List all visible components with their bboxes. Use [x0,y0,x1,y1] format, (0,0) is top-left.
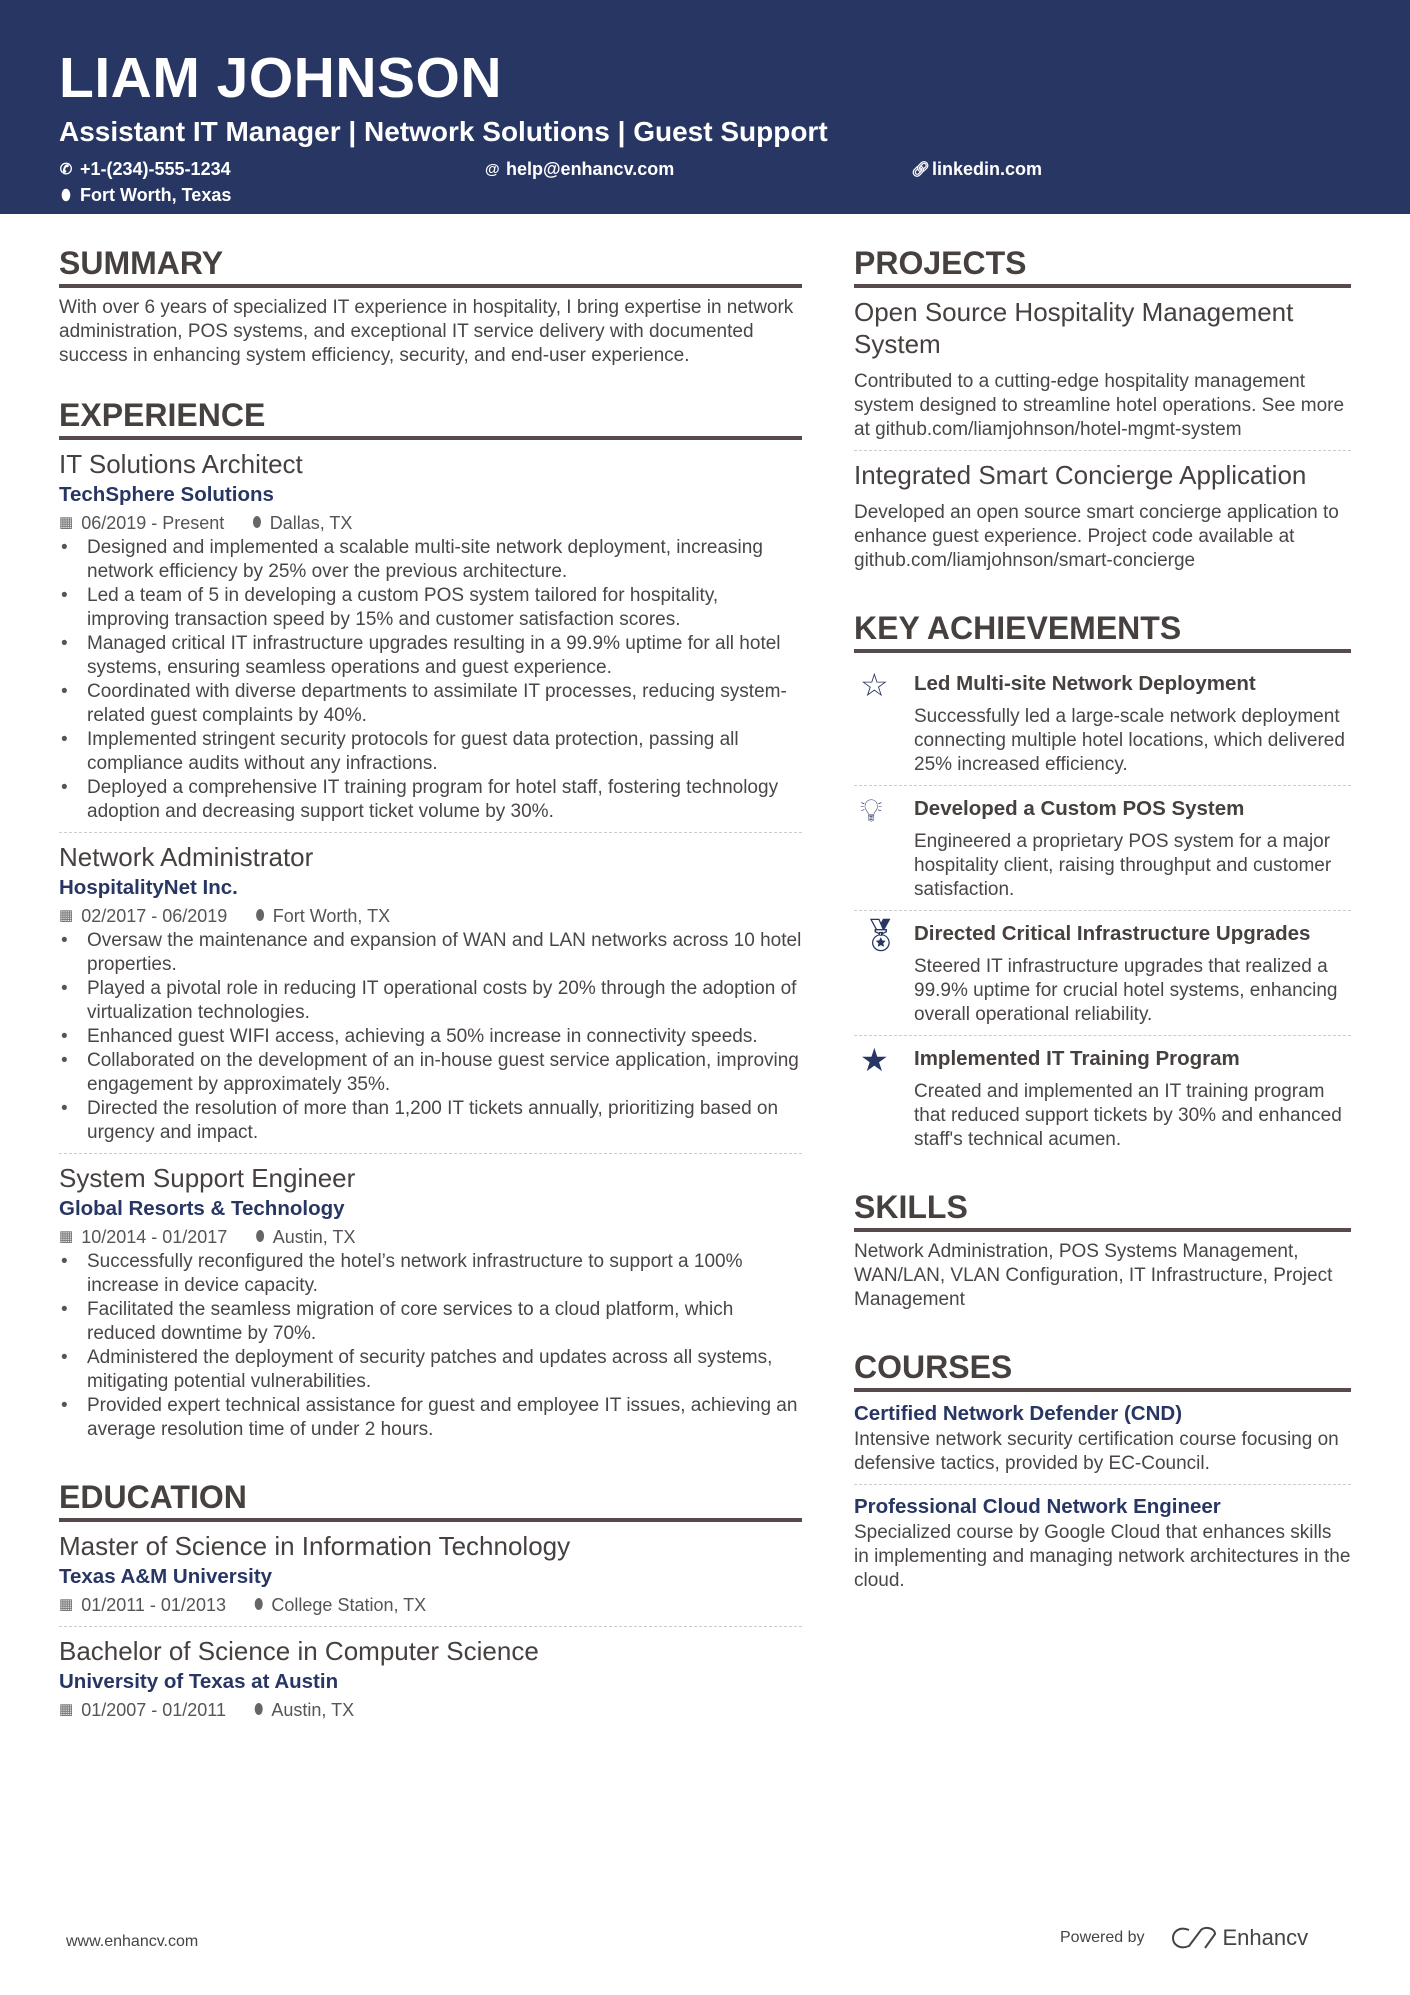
entry-meta [59,1592,802,1618]
achievement-item [854,1036,1351,1160]
achievement-content [914,919,1351,1027]
bullet-item: • Deployed a comprehensive IT training program for hotel staff, fostering technology adoption and decreasing support ticket volume by 30%. [59,776,802,824]
entry-meta [59,903,802,929]
brand-name: Enhancv [1222,1925,1309,1950]
achievement-content [914,794,1351,902]
date-text: 01/2011 - 01/2013 [81,1595,226,1615]
section-title: EXPERIENCE [59,396,802,440]
section-title: COURSES [854,1348,1351,1392]
bullet-item: • Enhanced guest WIFI access, achieving a 50% increase in connectivity speeds. [59,1025,802,1049]
project-description: Contributed to a cutting-edge hospitality management system designed to streamline hotel operations. See more at github.com/liamjohnson/hotel-mgmt-system [854,371,1345,440]
location [255,903,390,929]
achievement-description: Successfully led a large-scale network deployment connecting multiple hotel locations, which delivered 25% increased efficiency. [914,706,1345,775]
job-entry [59,1162,802,1450]
contact-link[interactable] [911,156,1211,182]
entry-meta [59,1224,802,1250]
calendar-icon: ▦ [59,1596,74,1613]
job-entry [59,448,802,833]
achievement-description: Created and implemented an IT training program that reduced support tickets by 30% and enhanced staff's technical acumen. [914,1081,1342,1150]
location-pin-icon: ⬮ [253,1596,264,1613]
location [252,510,352,536]
bullet-list [59,1250,802,1442]
calendar-icon: ▦ [59,514,74,531]
project-title: Open Source Hospitality Management System [854,297,1294,359]
achievement-description: Steered IT infrastructure upgrades that realized a 99.9% uptime for crucial hotel systems, enhancing overall operational reliability. [914,956,1338,1025]
left-column [59,244,802,1759]
education-entry [59,1635,802,1731]
contact-phone [59,156,485,182]
date-text: 02/2017 - 06/2019 [81,906,228,926]
powered-by-text: Powered by [1060,1929,1145,1946]
job-entry [59,841,802,1154]
achievement-item [854,661,1351,786]
calendar-icon: ▦ [59,1701,74,1718]
summary-section [59,244,802,368]
achievement-title: Implemented IT Training Program [914,1047,1240,1070]
course-entry [854,1493,1351,1601]
section-title: EDUCATION [59,1478,802,1522]
job-title: System Support Engineer [59,1163,356,1193]
at-icon: @ [485,160,500,178]
bullet-item: • Directed the resolution of more than 1,200 IT tickets annually, prioritizing based on urgency and impact. [59,1097,802,1145]
company-name: Global Resorts & Technology [59,1197,345,1220]
location [254,1697,354,1723]
achievement-content [914,669,1351,777]
location-text: Austin, TX [272,1227,356,1247]
entry-meta [59,1697,802,1723]
location-pin-icon: ⬮ [255,1228,265,1245]
bullet-item: • Administered the deployment of security patches and updates across all systems, mitigating potential vulnerabilities. [59,1346,802,1394]
location-text: Fort Worth, Texas [80,184,232,205]
location-text: College Station, TX [271,1595,427,1615]
school-name: University of Texas at Austin [59,1670,339,1693]
bullet-item: • Successfully reconfigured the hotel’s network infrastructure to support a 100% increase in device capacity. [59,1250,802,1298]
projects-section [854,244,1351,581]
location-pin-icon: ⬮ [252,514,262,531]
bullet-item: • Coordinated with diverse departments to assimilate IT processes, reducing system-related guest complaints by 40%. [59,680,802,728]
calendar-icon: ▦ [59,907,74,924]
date-text: 10/2014 - 01/2017 [81,1227,228,1247]
calendar-icon: ▦ [59,1228,74,1245]
footer-branding [1060,1925,1308,1951]
email-link[interactable]: help@enhancv.com [506,158,675,179]
job-title: IT Solutions Architect [59,449,303,479]
education-section [59,1478,802,1731]
linkedin-link[interactable]: linkedin.com [932,158,1043,179]
summary-text: With over 6 years of specialized IT experience in hospitality, I bring expertise in network administration, POS systems, and exceptional IT service delivery with documented success in enhancing system efficiency, security, and end-user experience. [59,297,794,366]
courses-section [854,1348,1351,1601]
education-entry [59,1530,802,1627]
degree: Bachelor of Science in Computer Science [59,1636,539,1666]
location-pin-icon: ⬮ [253,1701,264,1718]
phone-icon: ✆ [59,161,73,178]
location [254,1592,426,1618]
achievement-content [914,1044,1351,1152]
date-range [59,903,227,929]
location [255,1224,355,1250]
entry-meta [59,510,802,536]
phone-text: +1-(234)-555-1234 [80,158,231,179]
date-text: 01/2007 - 01/2011 [81,1700,226,1720]
candidate-headline: Assistant IT Manager | Network Solutions | Guest Support [59,116,828,147]
location-text: Fort Worth, TX [272,906,391,926]
project-entry [854,296,1351,451]
company-name: TechSphere Solutions [59,483,274,506]
achievement-item [854,786,1351,911]
achievement-title: Developed a Custom POS System [914,797,1245,820]
bullet-item: • Provided expert technical assistance for guest and employee IT issues, achieving an average resolution time of under 2 hours. [59,1394,802,1442]
bullet-item: • Managed critical IT infrastructure upgrades resulting in a 99.9% uptime for all hotel systems, ensuring seamless operations and guest experience. [59,632,802,680]
contact-email[interactable] [485,156,911,182]
candidate-name: LIAM JOHNSON [59,46,503,110]
school-name: Texas A&M University [59,1565,273,1588]
achievement-title: Led Multi-site Network Deployment [914,672,1256,695]
job-title: Network Administrator [59,842,314,872]
location-text: Austin, TX [271,1700,355,1720]
bullet-item: • Played a pivotal role in reducing IT operational costs by 20% through the adoption of virtualization technologies. [59,977,802,1025]
date-range [59,510,224,536]
achievement-item [854,911,1351,1036]
bullet-item: • Oversaw the maintenance and expansion of WAN and LAN networks across 10 hotel properties. [59,929,802,977]
bullet-item: • Facilitated the seamless migration of core services to a cloud platform, which reduced downtime by 70%. [59,1298,802,1346]
lightbulb-icon: 💡︎ [860,792,883,828]
bullet-item: • Designed and implemented a scalable multi-site network deployment, increasing network efficiency by 25% over the previous architecture. [59,536,802,584]
bullet-item: • Collaborated on the development of an in-house guest service application, improving engagement by approximately 35%. [59,1049,802,1097]
award-ribbon-icon: 🏅︎ [860,917,901,953]
enhancv-logo [1171,1925,1309,1951]
date-range [59,1224,227,1250]
date-range [59,1697,226,1723]
bullet-item: • Led a team of 5 in developing a custom POS system tailored for hospitality, improving transaction speed by 15% and customer satisfaction scores. [59,584,802,632]
project-description: Developed an open source smart concierge application to enhance guest experience. Project code available at github.com/liamjohnson/smart-concierge [854,502,1339,571]
location-pin-icon: ⬮ [61,186,71,204]
achievements-section [854,609,1351,1160]
company-name: HospitalityNet Inc. [59,876,238,899]
project-entry [854,459,1351,581]
location-text: Dallas, TX [269,513,353,533]
section-title: KEY ACHIEVEMENTS [854,609,1351,653]
experience-section [59,396,802,1450]
link-icon: 🔗︎ [911,161,931,178]
course-description: Intensive network security certification course focusing on defensive tactics, provided by EC-Council. [854,1429,1339,1474]
course-description: Specialized course by Google Cloud that enhances skills in implementing and managing network architectures in the cloud. [854,1522,1351,1591]
section-title: SUMMARY [59,244,802,288]
bullet-list [59,536,802,824]
date-text: 06/2019 - Present [81,513,225,533]
star-icon: ★ [860,1042,889,1078]
bullet-item: • Implemented stringent security protocols for guest data protection, passing all compliance audits without any infractions. [59,728,802,776]
bullet-list [59,929,802,1145]
date-range [59,1592,226,1618]
right-column [854,244,1351,1629]
contact-location [59,182,231,208]
skills-text: Network Administration, POS Systems Management, WAN/LAN, VLAN Configuration, IT Infrastructure, Project Management [854,1241,1333,1310]
course-title: Professional Cloud Network Engineer [854,1495,1221,1518]
location-pin-icon: ⬮ [255,907,265,924]
section-title: PROJECTS [854,244,1351,288]
achievement-description: Engineered a proprietary POS system for a major hospitality client, raising throughput and customer satisfaction. [914,831,1332,900]
course-title: Certified Network Defender (CND) [854,1402,1183,1425]
course-entry [854,1400,1351,1485]
resume-header [0,0,1410,214]
section-title: SKILLS [854,1188,1351,1232]
star-outline-icon: ☆ [860,667,889,703]
footer-website[interactable]: www.enhancv.com [66,1933,199,1950]
degree: Master of Science in Information Technology [59,1531,571,1561]
skills-section [854,1188,1351,1312]
project-title: Integrated Smart Concierge Application [854,460,1307,490]
enhancv-logo-icon [1171,1926,1217,1950]
achievement-title: Directed Critical Infrastructure Upgrades [914,922,1311,945]
contact-info [59,156,1351,208]
